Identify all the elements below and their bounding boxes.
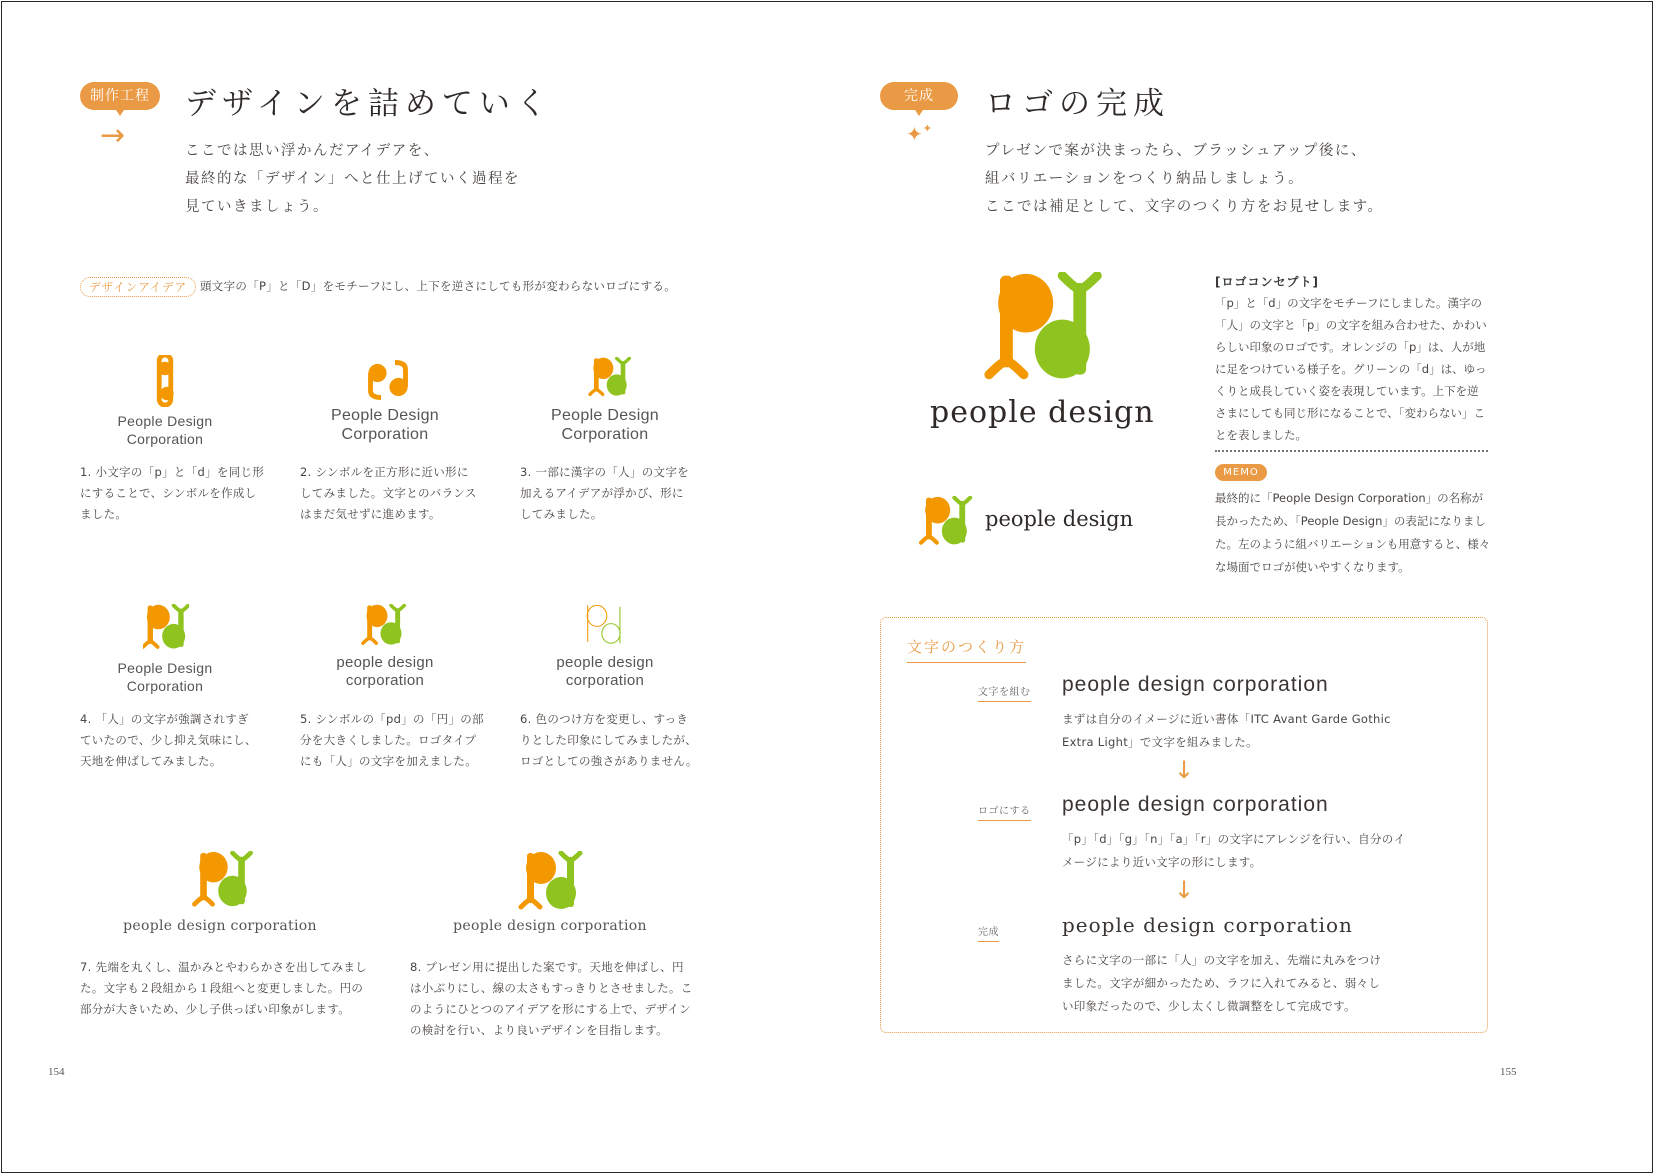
arrow-right-icon: → [100, 118, 126, 153]
step-label: ロゴにする [978, 802, 1031, 821]
step-caption: 2. シンボルを正方形に近い形に してみました。文字とのバランス はまだ気せずに進めます。 [300, 465, 477, 521]
logo-symbol-6 [577, 604, 631, 646]
intro-line: プレゼンで案が決まったら、ブラッシュアップ後に、 [985, 143, 1367, 159]
concept-title: [ロゴコンセプト] [1215, 275, 1319, 289]
step-desc: まずは自分のイメージに近い書体「ITC Avant Garde Gothic Extra Light」で文字を組みました。 [1062, 712, 1391, 749]
logo-symbol-5 [358, 604, 410, 646]
memo-text: 最終的に「People Design Corporation」の名称が 長かったため、「People Design」の表記になりまし た。左のように組バリエーションも用意すると、様々 な場面でロゴが使いやすくなります。 [1215, 491, 1491, 574]
horizontal-logotype: people design [985, 507, 1134, 531]
sparkle-icon: ✦✦ [906, 122, 932, 146]
step-caption: 8. プレゼン用に提出した案です。天地を伸ばし、円 は小ぶりにし、線の太さもすっきりとさせました。こ のようにひとつのアイデアを形にする上で、デザイン の検討を行い、より良いデザインを目指します。 [410, 960, 693, 1037]
intro-line: 見ていきましょう。 [185, 199, 329, 215]
arrow-down-icon: ↓ [1174, 876, 1195, 904]
intro-line: 組バリエーションをつくり納品しましょう。 [985, 171, 1305, 187]
page-number: 155 [1500, 1066, 1517, 1078]
step-caption: 3. 一部に漢字の「人」の文字を 加えるアイデアが浮かび、形に してみました。 [520, 465, 689, 521]
idea-label: デザインアイデア [80, 277, 196, 297]
logo-symbol-4 [143, 604, 189, 650]
logotype: People Design Corporation [331, 407, 439, 443]
final-logotype: people design [930, 395, 1155, 430]
divider [1215, 450, 1488, 452]
page-title: デザインを詰めていく [185, 86, 553, 122]
logo-symbol-3 [580, 357, 640, 397]
logotype: People Design Corporation [117, 660, 213, 694]
intro-line: 最終的な「デザイン」へと仕上げていく過程を [185, 171, 520, 187]
intro-text [185, 137, 520, 221]
section-badge: 完成 [880, 82, 958, 110]
intro-line: ここでは補足として、文字のつくり方をお見せします。 [985, 199, 1384, 215]
step-caption: 5. シンボルの「pd」の「円」の部 分を大きくしました。ロゴタイプ にも「人」の文字を加えました。 [300, 712, 484, 768]
logotype: people design corporation [453, 918, 647, 934]
arrow-down-icon: ↓ [1174, 756, 1195, 784]
final-logo-symbol [980, 272, 1108, 382]
step-lettering: people design corporation [1062, 673, 1329, 696]
step-caption: 4. 「人」の文字が強調されすぎ ていたので、少し抑え気味にし、 天地を伸ばしてみました。 [80, 712, 257, 768]
logotype: people design corporation [336, 654, 434, 689]
logo-symbol-7 [183, 851, 263, 908]
step-label: 完成 [978, 923, 999, 942]
step-caption: 7. 先端を丸くし、温かみとやわらかさを出してみまし た。文字も２段組から１段組へと変更しました。円の 部分が大きいため、少し子供っぽい印象がします。 [80, 960, 367, 1016]
logo-symbol-8 [518, 851, 584, 911]
page-title: ロゴの完成 [985, 86, 1170, 122]
section-badge: 制作工程 [80, 82, 160, 110]
step-desc: 「p」「d」「g」「n」「a」「r」の文字にアレンジを行い、自分のイ メージにより近い文字の形にします。 [1062, 832, 1406, 869]
intro-line: ここでは思い浮かんだアイデアを、 [185, 143, 440, 159]
page-number: 154 [48, 1066, 65, 1078]
step-lettering: people design corporation [1062, 913, 1353, 937]
logotype: people design corporation [556, 654, 654, 689]
step-lettering: people design corporation [1062, 793, 1329, 816]
idea-text: 頭文字の「P」と「D」をモチーフにし、上下を逆さにしても形が変わらないロゴにする。 [200, 279, 677, 293]
logotype: People Design Corporation [117, 413, 213, 447]
step-caption: 1. 小文字の「p」と「d」を同じ形 にすることで、シンボルを作成し ました。 [80, 465, 265, 521]
logo-symbol-1 [148, 355, 182, 407]
logo-symbol-2 [367, 358, 409, 402]
step-caption: 6. 色のつけ方を変更し、すっき りとした印象にしてみましたが、 ロゴとしての強さがありません。 [520, 712, 698, 768]
logotype: people design corporation [123, 918, 317, 934]
intro-text [985, 137, 1384, 221]
concept-text: 「p」と「d」の文字をモチーフにしました。漢字の 「人」の文字と「p」の文字を組み合わせた、かわい らしい印象のロゴです。オレンジの「p」は、人が地 に足をつけている様子を。グリーンの「d」は、ゆっ くりと成長していく姿を表現しています。上下を逆 さまにしても同じ形になることで、「変わらない」こ とを表しました。 [1215, 296, 1487, 442]
box-title: 文字のつくり方 [907, 636, 1026, 663]
step-label: 文字を組む [978, 683, 1031, 702]
step-desc: さらに文字の一部に「人」の文字を加え、先端に丸みをつけ ました。文字が細かったため、ラフに入れてみると、弱々し い印象だったので、少し太くし微調整をして完成です。 [1062, 953, 1382, 1013]
logotype: People Design Corporation [551, 407, 659, 443]
memo-badge: MEMO [1215, 464, 1267, 481]
horizontal-logo-symbol [918, 496, 974, 546]
